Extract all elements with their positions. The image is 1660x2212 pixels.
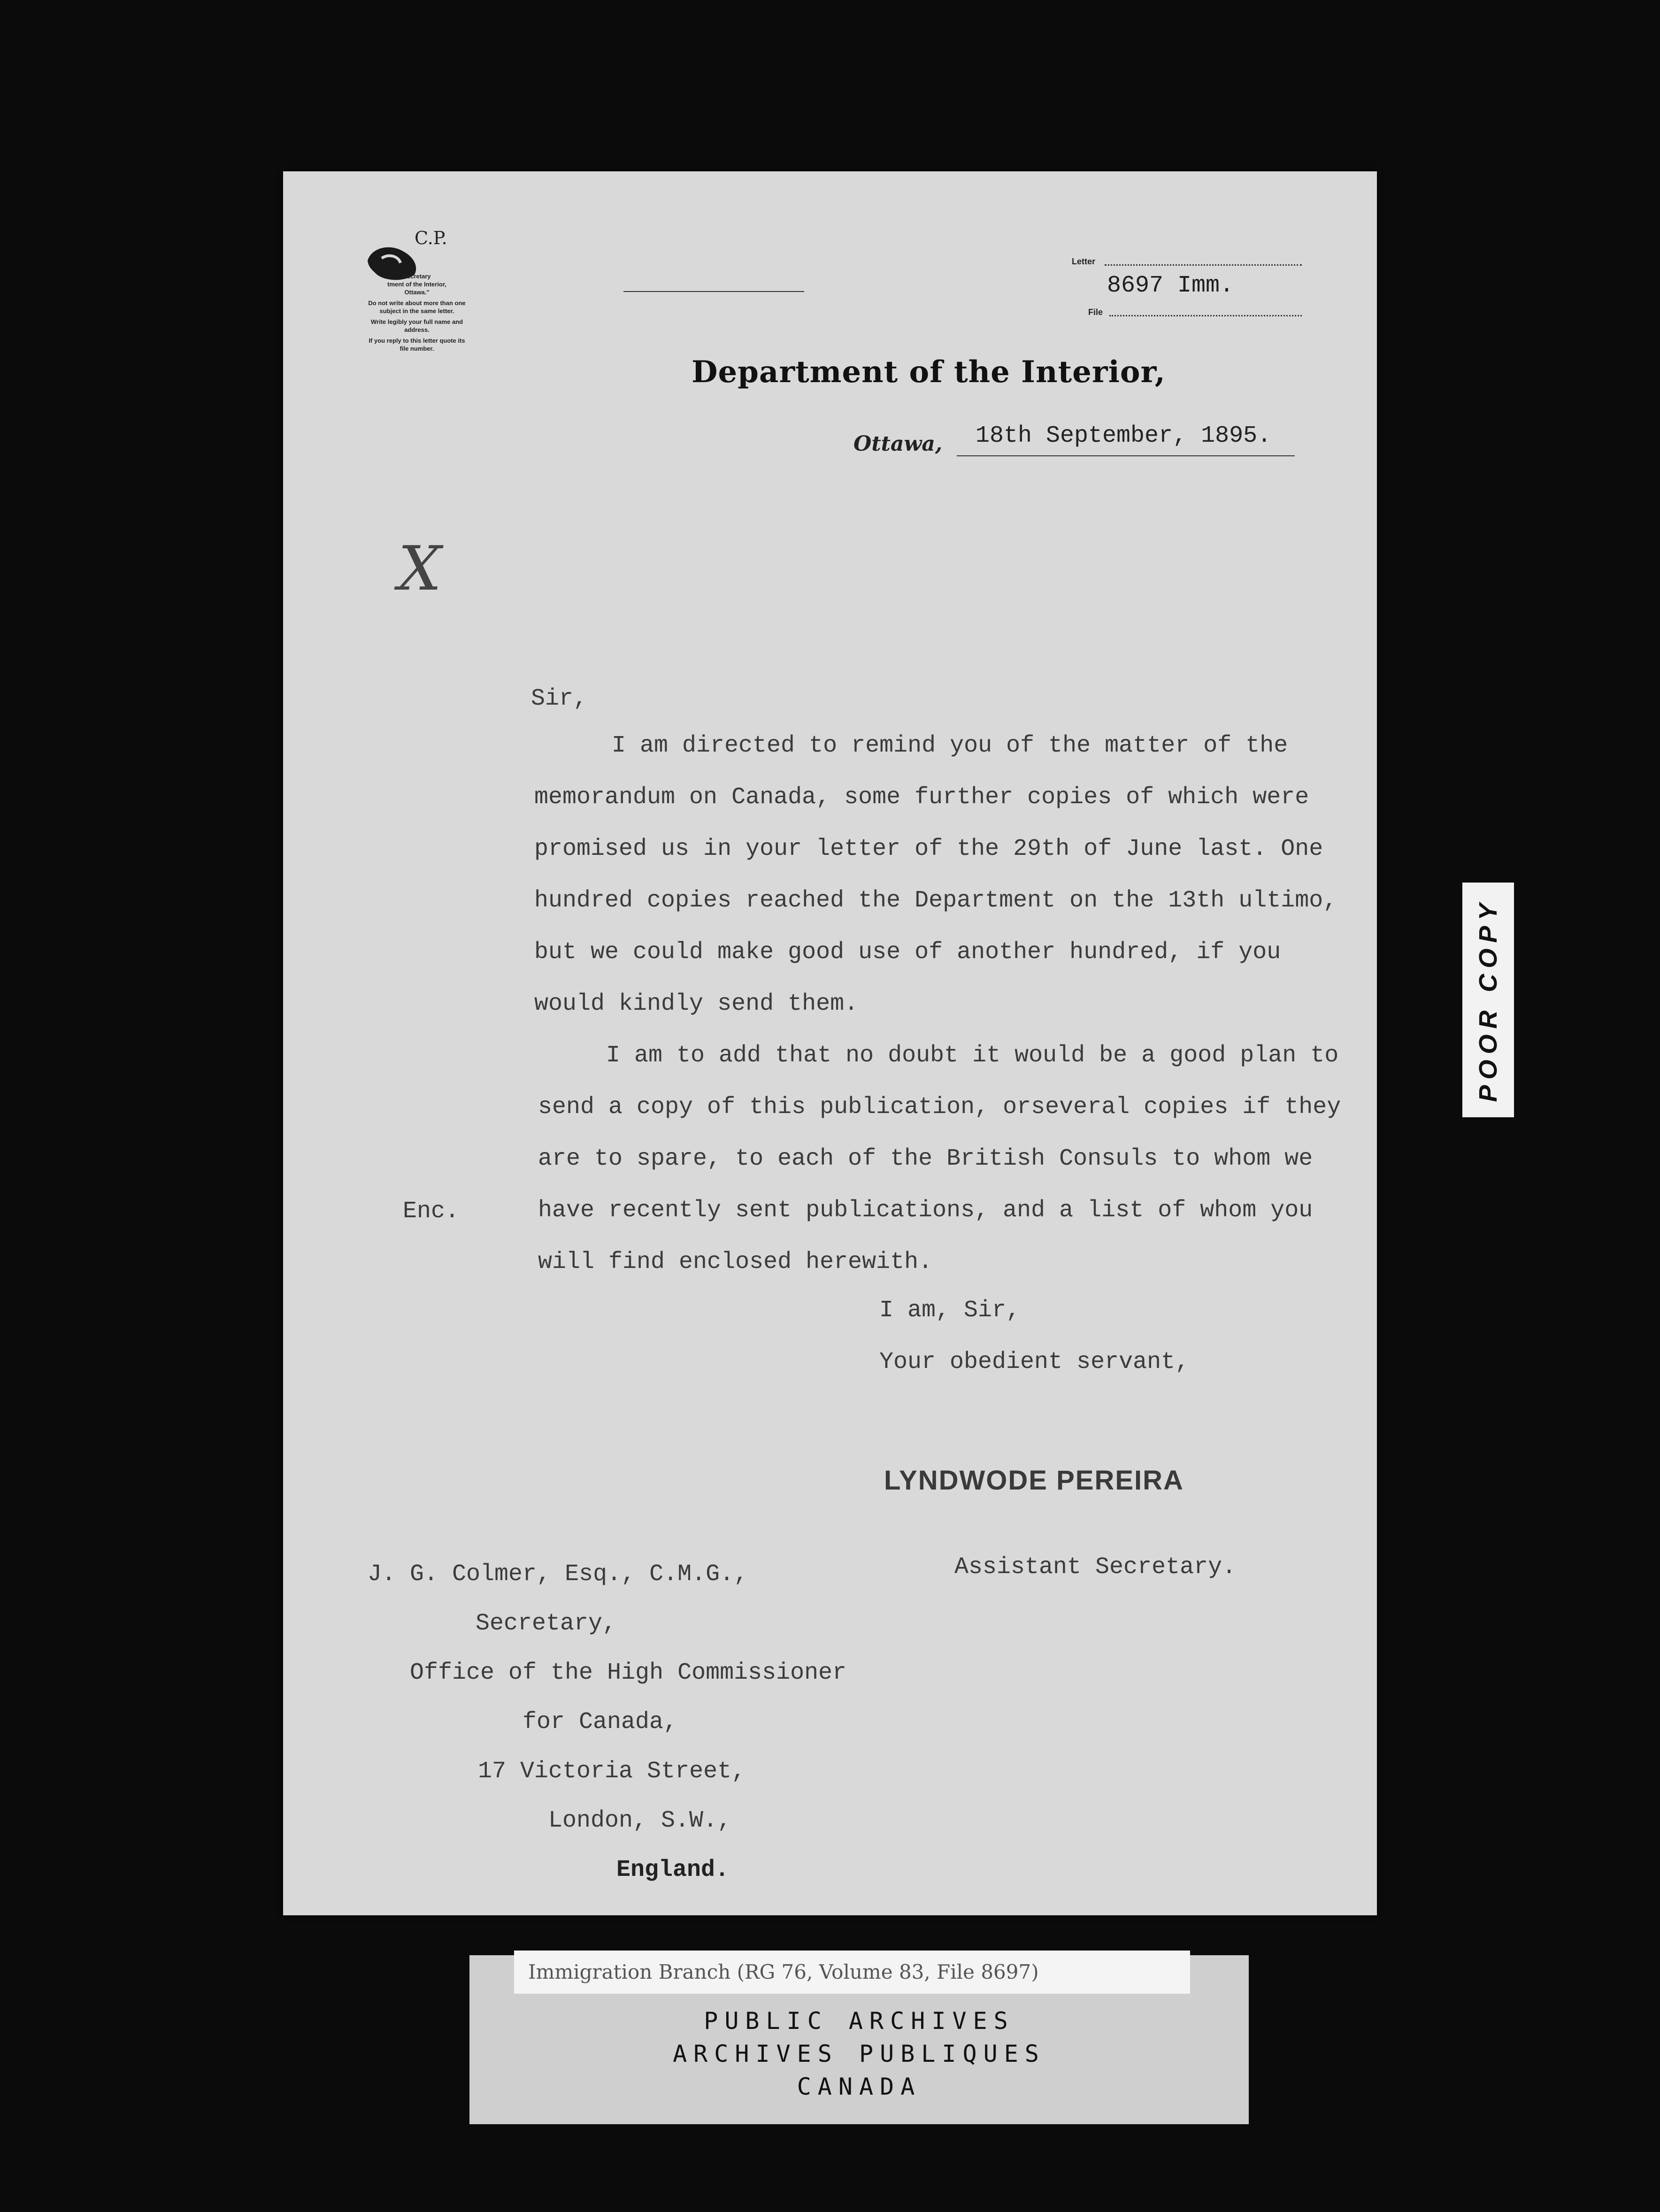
poor-copy-label: POOR COPY [1474, 898, 1502, 1102]
closing-line: I am, Sir, [879, 1297, 1021, 1324]
blank-line [623, 291, 804, 292]
letter-label: Letter [1072, 257, 1096, 266]
instruction-line: Ottawa." [404, 289, 430, 296]
body-line: I am directed to remind you of the matter of the [612, 732, 1288, 759]
body-line: will find enclosed herewith. [538, 1249, 933, 1275]
instruction-line: If you reply to this letter quote its [369, 337, 465, 344]
letterhead-instructions [358, 272, 476, 353]
archive-reference-tag: Immigration Branch (RG 76, Volume 83, File 8697) [514, 1951, 1190, 1994]
salutation: Sir, [531, 685, 588, 712]
enclosure-note: Enc. [403, 1198, 460, 1225]
signer-title: Assistant Secretary. [954, 1554, 1237, 1581]
body-line: would kindly send them. [534, 991, 859, 1017]
body-line: promised us in your letter of the 29th of June last. One [534, 836, 1323, 862]
body-line: memorandum on Canada, some further copies of which were [534, 784, 1309, 811]
body-line: but we could make good use of another hundred, if you [534, 939, 1281, 966]
archive-label-line: CANADA [797, 2073, 922, 2100]
letter-page [283, 171, 1377, 1915]
instruction-line: Do not write about more than one [368, 300, 466, 307]
margin-mark: X [398, 533, 442, 604]
instruction-line: address. [404, 326, 430, 333]
file-number: 8697 Imm. [1107, 272, 1234, 299]
date-line [957, 455, 1295, 456]
instruction-line: file number. [400, 345, 434, 352]
file-line [1109, 315, 1302, 316]
poor-copy-slip [1462, 883, 1514, 1117]
body-line: have recently sent publications, and a list of whom you [538, 1197, 1313, 1224]
instruction-line: Write legibly your full name and [370, 318, 463, 325]
file-label: File [1088, 307, 1103, 317]
place-label: Ottawa, [853, 432, 943, 456]
letterhead-cp-initials: C.P. [415, 228, 447, 248]
letter-date: 18th September, 1895. [976, 422, 1272, 449]
address-line: Office of the High Commissioner [410, 1659, 847, 1686]
body-line: are to spare, to each of the British Consuls to whom we [538, 1145, 1313, 1172]
archive-label-line: ARCHIVES PUBLIQUES [673, 2040, 1045, 2067]
address-line: England. [616, 1857, 730, 1883]
address-line: Secretary, [476, 1610, 617, 1637]
archive-label-line: PUBLIC ARCHIVES [704, 2007, 1014, 2035]
instruction-line: Secretary [403, 273, 431, 280]
address-line: J. G. Colmer, Esq., C.M.G., [368, 1561, 748, 1588]
body-line: hundred copies reached the Department on the 13th ultimo, [534, 887, 1337, 914]
address-line: 17 Victoria Street, [478, 1758, 746, 1785]
department-heading: Department of the Interior, [692, 354, 1166, 390]
address-line: London, S.W., [548, 1807, 732, 1834]
closing-line: Your obedient servant, [879, 1349, 1190, 1375]
letter-line [1105, 264, 1302, 266]
instruction-line: subject in the same letter. [379, 307, 454, 315]
archive-label [469, 2005, 1249, 2103]
instruction-line: tment of the Interior, [387, 281, 446, 288]
signature-stamp: LYNDWODE PEREIRA [884, 1465, 1184, 1496]
body-line: send a copy of this publication, orseveral copies if they [538, 1094, 1341, 1121]
body-line: I am to add that no doubt it would be a good plan to [606, 1042, 1339, 1069]
address-line: for Canada, [523, 1709, 678, 1736]
